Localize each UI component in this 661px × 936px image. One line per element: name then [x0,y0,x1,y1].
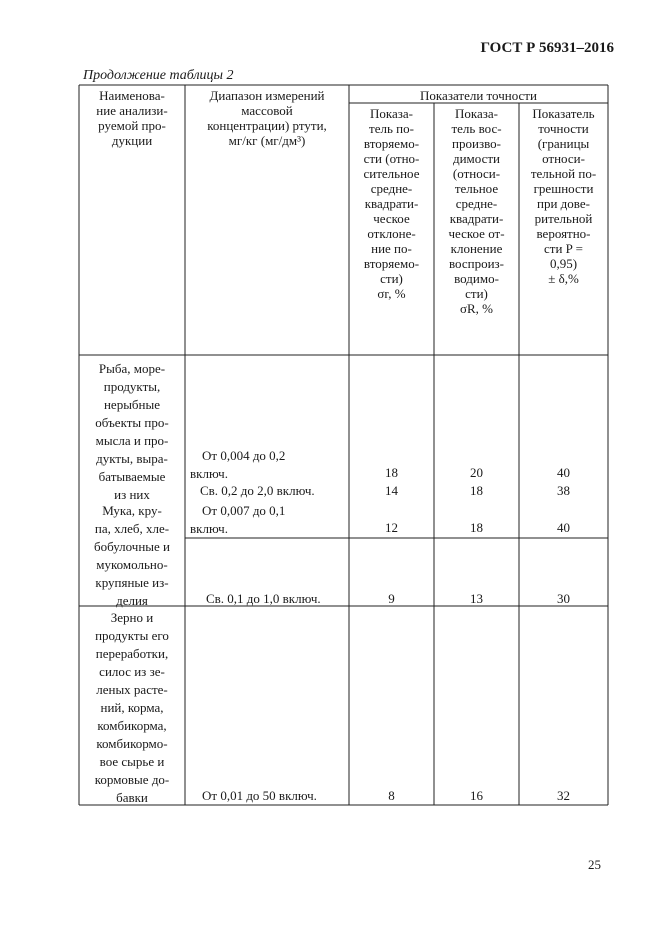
product-cell-grain: Зерно и продукты его переработки, силос из зе- леных расте- ний, корма, комбикорма, комбикормо- вое сырье и кормовые до- бавки [94,610,170,805]
header-range: Диапазон измерений массовой концентрации) ртути, мг/кг (мг/дм³) [207,88,327,148]
header-repeatability: Показа- тель по- вторяемо- сти (отно- сительное средне- квадрати- ческое отклоне- ние по- вторяемо- сти) σr, % [363,106,420,301]
precision-value: 38 [557,483,570,498]
precision-value: 32 [557,788,570,803]
range-cell: От 0,004 до 0,2 включ. [190,448,286,481]
page-number: 25 [588,857,601,872]
header-product: Наименова- ние анализи- руемой про- дукции [96,88,168,148]
repeatability-value: 12 [385,520,398,535]
range-cell: Св. 0,1 до 1,0 включ. [206,591,321,606]
repeatability-value: 8 [388,788,395,803]
header-reproducibility: Показа- тель вос- произво- димости (относи- тельное средне- квадрати- ческое от- клонение воспроиз- водимо- сти) σR, % [448,106,505,316]
reproducibility-value: 16 [470,788,483,803]
header-precision: Показатель точности (границы относи- тельной по- грешности при дове- рительной вероятно- сти P = 0,95) ± δ,% [530,106,597,286]
range-cell: От 0,01 до 50 включ. [202,788,317,803]
product-cell-flour: Мука, кру- па, хлеб, хле- бобулочные и мукомольно- крупяные из- делия [93,503,171,608]
range-cell: От 0,007 до 0,1 включ. [190,503,286,536]
reproducibility-value: 13 [470,591,483,606]
standard-number: ГОСТ Р 56931–2016 [480,40,614,56]
precision-value: 40 [557,465,570,480]
precision-value: 30 [557,591,570,606]
repeatability-value: 18 [385,465,398,480]
product-cell-fish: Рыба, море- продукты, нерыбные объекты про- мысла и про- дукты, выра- батываемые из них [95,361,169,502]
repeatability-value: 14 [385,483,398,498]
range-cell: Св. 0,2 до 2,0 включ. [200,483,315,498]
repeatability-value: 9 [388,591,395,606]
header-accuracy: Показатели точности [420,88,537,103]
table-continuation-caption: Продолжение таблицы 2 [83,68,234,83]
reproducibility-value: 20 [470,465,483,480]
reproducibility-value: 18 [470,520,483,535]
precision-value: 40 [557,520,570,535]
reproducibility-value: 18 [470,483,483,498]
